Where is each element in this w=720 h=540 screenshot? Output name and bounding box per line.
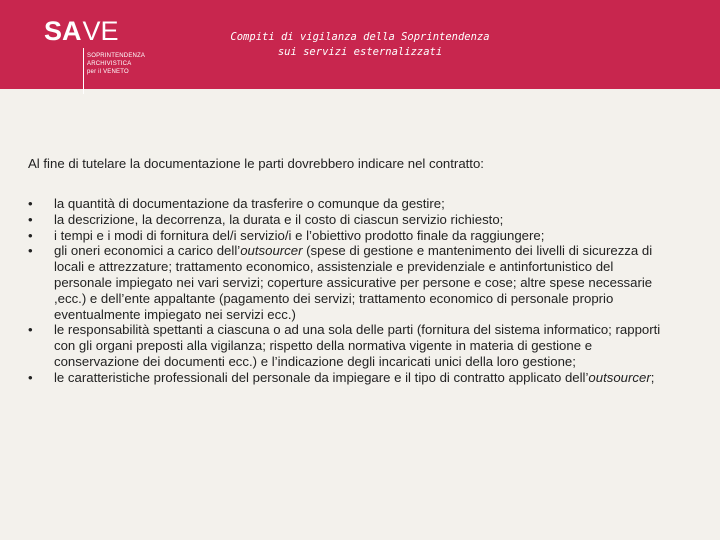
list-item (28, 212, 668, 228)
title-line-1: Compiti di vigilanza della Soprintendenza (230, 31, 490, 43)
list-item (28, 196, 668, 212)
logo-wordmark (44, 18, 119, 45)
logo-sa: SA (44, 16, 82, 46)
list-item (28, 370, 668, 386)
list-item-text-pre: le caratteristiche professionali del personale da impiegare e il tipo di contratto applicato dell’ (54, 369, 589, 385)
list-item-text-post: (spese di gestione e mantenimento dei livelli di sicurezza di locali e attrezzature; trattamento economico, assistenziale e previdenziale e antinfortunistico del personale impiegato nei vari servizi; coperture assicurative per persone e cose; altre spese necessarie ,ecc.) e dell’ente appaltante (pagamento dei servizi; trattamento economico di personale proprio eventualmente impiegato nei servizi ecc.) (54, 243, 653, 322)
intro-text: Al fine di tutelare la documentazione le parti dovrebbero indicare nel contratto: (28, 156, 484, 171)
logo-subtitle (87, 52, 145, 76)
list-item (28, 243, 668, 322)
logo-sub-line: per il VENETO (87, 69, 129, 75)
logo-sub-line: SOPRINTENDENZA (87, 53, 146, 59)
logo-divider (83, 48, 84, 94)
list-item-text-em: outsourcer (588, 369, 651, 385)
list-item-text: i tempi e i modi di fornitura del/i servizio/i e l’obiettivo prodotto finale da raggiungere; (54, 227, 545, 243)
list-item-text-pre: gli oneri economici a carico dell’ (54, 243, 241, 259)
bullet-icon: • (28, 322, 33, 338)
list-item (28, 322, 668, 369)
title-line-2: sui servizi esternalizzati (277, 46, 443, 58)
list-item-text: la quantità di documentazione da trasferire o comunque da gestire; (54, 196, 445, 211)
list-item-text: le responsabilità spettanti a ciascuna o ad una sola delle parti (fornitura del sistema informatico; rapporti con gli organi preposti alla vigilanza; rispetto della normativa vigente in materia di gestione e conservazione dei documenti ecc.) e l’indicazione degli incaricati unici della loro gestione; (54, 322, 661, 369)
logo-sub-line: ARCHIVISTICA (87, 61, 132, 67)
logo-ve: VE (82, 16, 119, 46)
bullet-icon: • (28, 243, 33, 259)
page-title (180, 30, 540, 60)
list-item-text: la descrizione, la decorrenza, la durata e il costo di ciascun servizio richiesto; (54, 211, 504, 227)
bullet-icon: • (28, 211, 33, 227)
bullet-icon: • (28, 196, 33, 211)
bullet-icon: • (28, 227, 33, 243)
contract-items-list (28, 196, 668, 386)
list-item (28, 228, 668, 244)
save-logo (44, 16, 146, 75)
bullet-icon: • (28, 369, 33, 385)
list-item-text-post: ; (650, 369, 655, 385)
header-banner (0, 0, 720, 89)
list-item-text-em: outsourcer (240, 243, 303, 259)
